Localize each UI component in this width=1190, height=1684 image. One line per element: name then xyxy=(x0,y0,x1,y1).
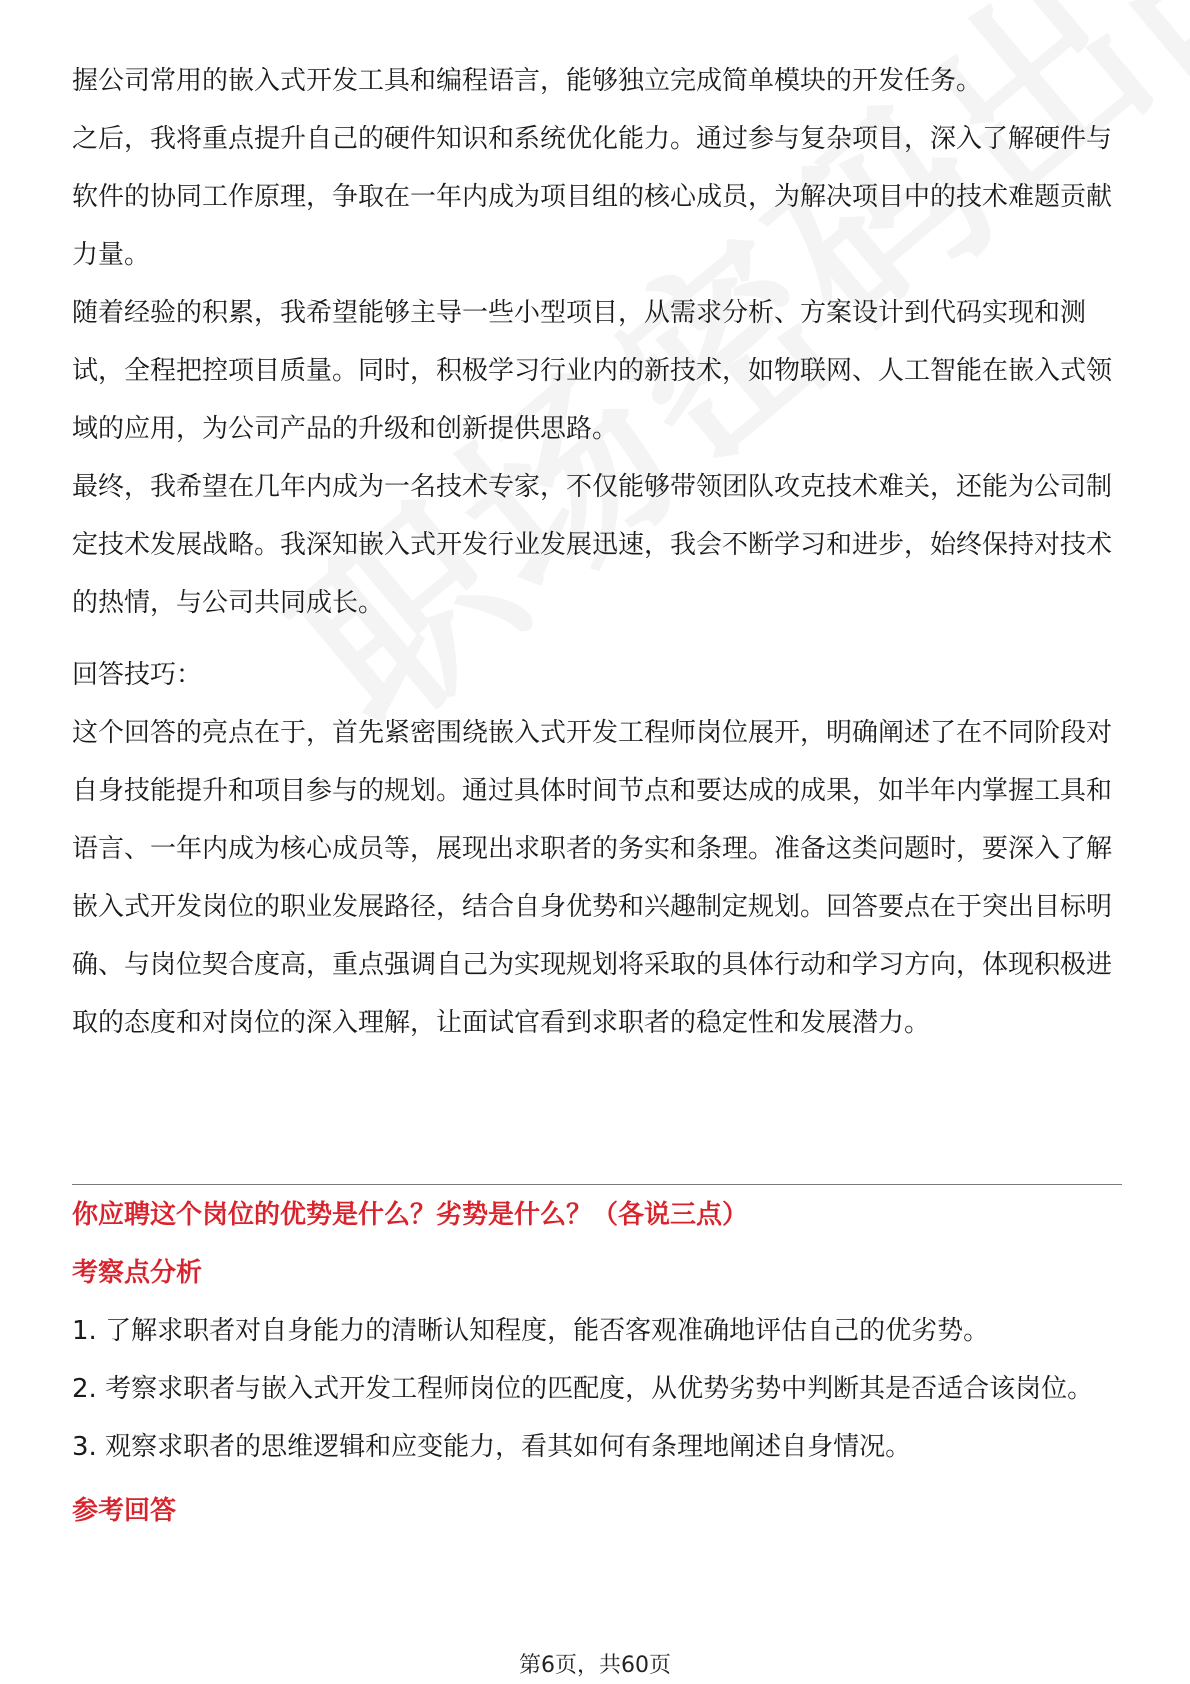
intro-paragraphs xyxy=(72,52,1122,632)
analysis-heading: 考察点分析 xyxy=(72,1258,203,1288)
question-section xyxy=(72,1186,1122,1540)
section-divider xyxy=(72,1184,1122,1185)
paragraph-1: 握公司常用的嵌入式开发工具和编程语言，能够独立完成简单模块的开发任务。 xyxy=(72,66,983,96)
analysis-point-1: 1. 了解求职者对自身能力的清晰认知程度，能否客观准确地评估自己的优劣势。 xyxy=(72,1316,990,1346)
tips-label: 回答技巧： xyxy=(72,660,203,690)
paragraph-4: 最终，我希望在几年内成为一名技术专家，不仅能够带领团队攻克技术难关，还能为公司制定技术发展战略。我深知嵌入式开发行业发展迅速，我会不断学习和进步，始终保持对技术的热情，与公司共同成长。 xyxy=(72,472,1113,618)
page-number: 第6页，共60页 xyxy=(519,1653,671,1678)
analysis-point-3: 3. 观察求职者的思维逻辑和应变能力，看其如何有条理地阐述自身情况。 xyxy=(72,1432,912,1462)
question-title: 你应聘这个岗位的优势是什么？劣势是什么？（各说三点） xyxy=(72,1200,749,1230)
answer-tips-section xyxy=(72,646,1122,1052)
paragraph-2: 之后，我将重点提升自己的硬件知识和系统优化能力。通过参与复杂项目，深入了解硬件与软件的协同工作原理，争取在一年内成为项目组的核心成员，为解决项目中的技术难题贡献力量。 xyxy=(72,124,1113,270)
analysis-point-2: 2. 考察求职者与嵌入式开发工程师岗位的匹配度，从优势劣势中判断其是否适合该岗位。 xyxy=(72,1374,1094,1404)
tips-text: 这个回答的亮点在于，首先紧密围绕嵌入式开发工程师岗位展开，明确阐述了在不同阶段对自身技能提升和项目参与的规划。通过具体时间节点和要达成的成果，如半年内掌握工具和语言、一年内成为核心成员等，展现出求职者的务实和条理。准备这类问题时，要深入了解嵌入式开发岗位的职业发展路径，结合自身优势和兴趣制定规划。回答要点在于突出目标明确、与岗位契合度高，重点强调自己为实现规划将采取的具体行动和学习方向，体现积极进取的态度和对岗位的深入理解，让面试官看到求职者的稳定性和发展潜力。 xyxy=(72,718,1113,1038)
paragraph-3: 随着经验的积累，我希望能够主导一些小型项目，从需求分析、方案设计到代码实现和测试，全程把控项目质量。同时，积极学习行业内的新技术，如物联网、人工智能在嵌入式领域的应用，为公司产品的升级和创新提供思路。 xyxy=(72,298,1113,444)
reference-heading: 参考回答 xyxy=(72,1496,177,1526)
